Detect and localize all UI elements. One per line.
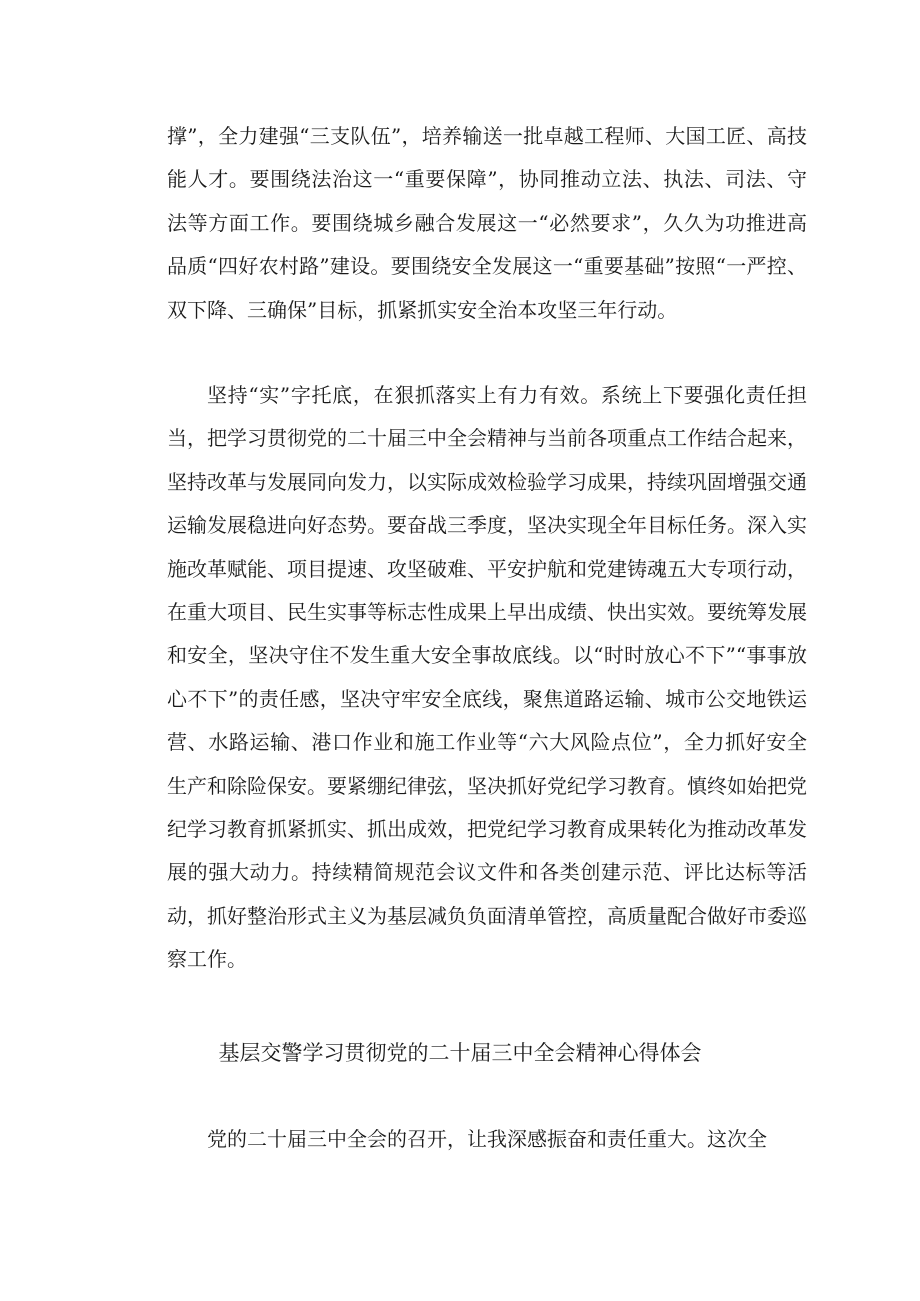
body-paragraph-implementation: 坚持“实”字托底，在狠抓落实上有力有效。系统上下要强化责任担当，把学习贯彻党的二十届三中全会精神与当前各项重点工作结合起来，坚持改革与发展同向发力，以实际成效检验学习成果，持续巩固增强交通运输发展稳进向好态势。要奋战三季度，坚决实现全年目标任务。深入实施改革赋能、项目提速、攻坚破难、平安护航和党建铸魂五大专项行动，在重大项目、民生实事等标志性成果上早出成绩、快出实效。要统筹发展和安全，坚决守住不发生重大安全事故底线。以“时时放心不下”“事事放心不下”的责任感，坚决守牢安全底线，聚焦道路运输、城市公交地铁运营、水路运输、港口作业和施工作业等“六大风险点位”，全力抓好安全生产和除险保安。要紧绷纪律弦，坚决抓好党纪学习教育。慎终如始把党纪学习教育抓紧抓实、抓出成效，把党纪学习教育成果转化为推动改革发展的强大动力。持续精简规范会议文件和各类创建示范、评比达标等活动，抓好整治形式主义为基层减负负面清单管控，高质量配合做好市委巡察工作。 — [167, 383, 807, 972]
section-title: 基层交警学习贯彻党的二十届三中全会精神心得体会 — [218, 1041, 702, 1065]
body-paragraph-opening: 党的二十届三中全会的召开，让我深感振奋和责任重大。这次全 — [207, 1127, 767, 1151]
body-paragraph-continuation: 撑”，全力建强“三支队伍”，培养输送一批卓越工程师、大国工匠、高技能人才。要围绕法治这一“重要保障”，协同推动立法、执法、司法、守法等方面工作。要围绕城乡融合发展这一“必然要求”，久久为功推进高品质“四好农村路”建设。要围绕安全发展这一“重要基础”按照“一严控、双下降、三确保”目标，抓紧抓实安全治本攻坚三年行动。 — [167, 124, 807, 322]
